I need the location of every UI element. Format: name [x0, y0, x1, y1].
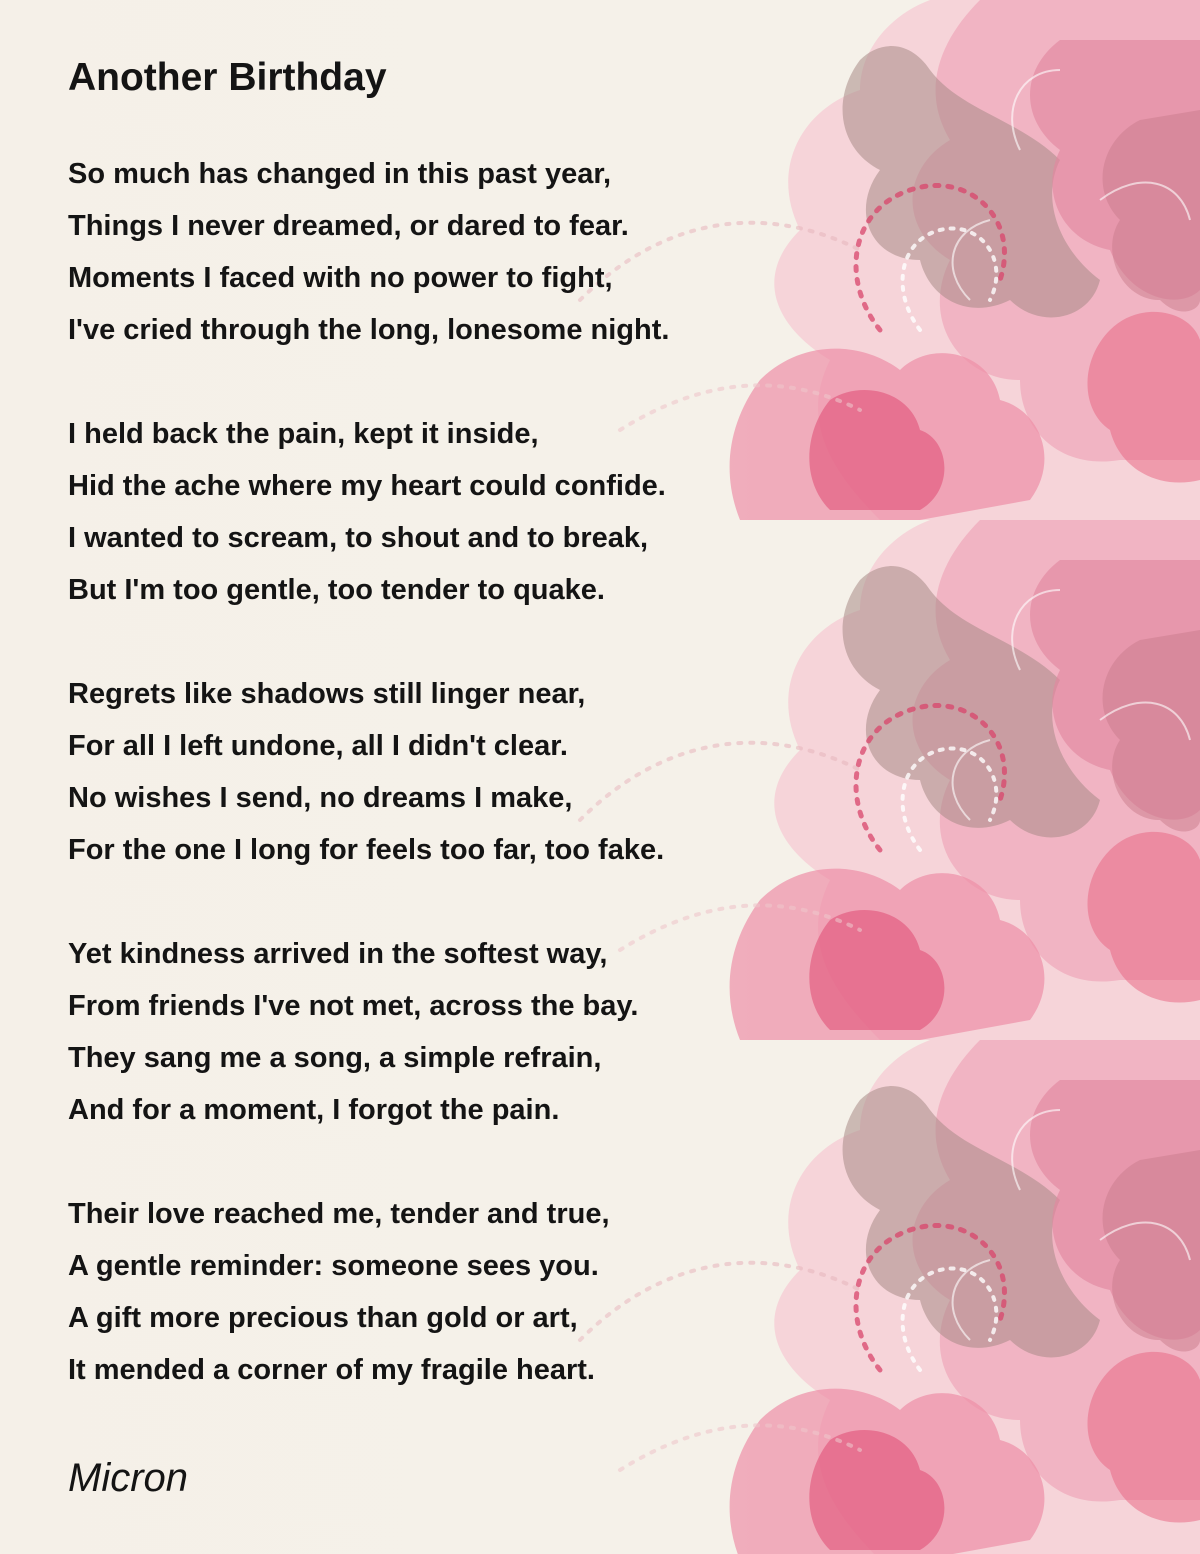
poem-line: From friends I've not met, across the bay. [68, 990, 639, 1022]
poem-line: I held back the pain, kept it inside, [68, 418, 539, 450]
poem-line: Things I never dreamed, or dared to fear. [68, 210, 629, 242]
poem-line: It mended a corner of my fragile heart. [68, 1354, 595, 1386]
poem-line: A gift more precious than gold or art, [68, 1302, 578, 1334]
stanza-3 [68, 668, 664, 876]
poem-title: Another Birthday [68, 56, 387, 99]
stanza-5 [68, 1188, 610, 1396]
poem-line: Hid the ache where my heart could confide. [68, 470, 666, 502]
poem-line: Moments I faced with no power to fight, [68, 262, 613, 294]
poem-line: But I'm too gentle, too tender to quake. [68, 574, 605, 606]
poem-line: A gentle reminder: someone sees you. [68, 1250, 599, 1282]
stanza-2 [68, 408, 666, 616]
poem-line: Their love reached me, tender and true, [68, 1198, 610, 1230]
poem-line: No wishes I send, no dreams I make, [68, 782, 573, 814]
poem-line: Regrets like shadows still linger near, [68, 678, 586, 710]
poem-line: So much has changed in this past year, [68, 158, 612, 190]
poem-author: Micron [68, 1456, 189, 1500]
poem-line: For the one I long for feels too far, too fake. [68, 834, 665, 866]
poem-line: For all I left undone, all I didn't clear. [68, 730, 568, 762]
poem-line: Yet kindness arrived in the softest way, [68, 938, 608, 970]
poem-line: I wanted to scream, to shout and to break, [68, 522, 649, 554]
poem-line: They sang me a song, a simple refrain, [68, 1042, 602, 1074]
stanza-1 [68, 148, 669, 356]
poem-line: And for a moment, I forgot the pain. [68, 1094, 560, 1126]
stanza-4 [68, 928, 638, 1136]
poem-line: I've cried through the long, lonesome night. [68, 314, 670, 346]
